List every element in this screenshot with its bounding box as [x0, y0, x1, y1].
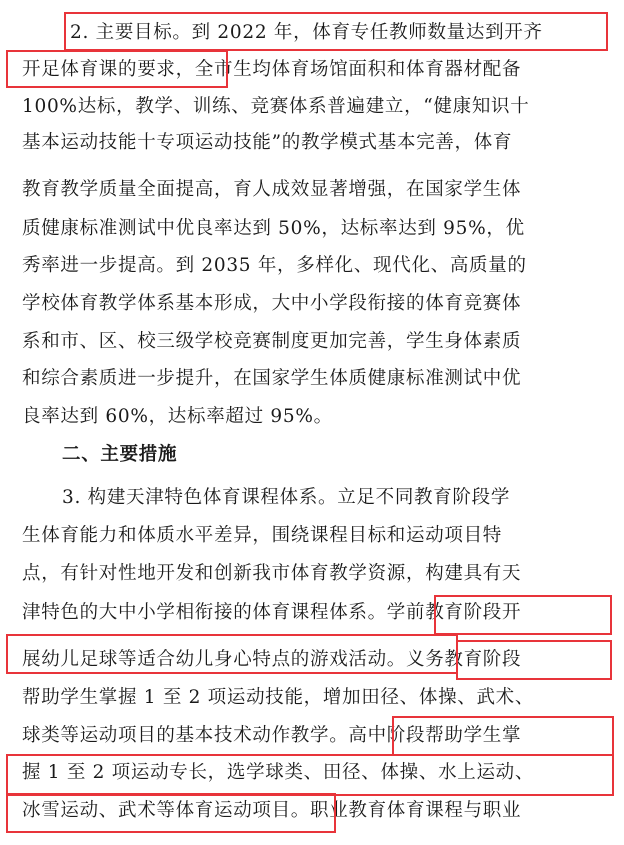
body-text-line: 点，有针对性地开发和创新我市体育教学资源，构建具有天	[22, 563, 522, 584]
body-text-line: 展幼儿足球等适合幼儿身心特点的游戏活动。义务教育阶段	[22, 649, 522, 670]
body-text-line: 冰雪运动、武术等体育运动项目。职业教育体育课程与职业	[22, 800, 522, 821]
body-text-line: 开足体育课的要求，全市生均体育场馆面积和体育器材配备	[22, 59, 522, 80]
body-text-line: 3. 构建天津特色体育课程体系。立足不同教育阶段学	[62, 487, 511, 508]
body-text-line: 良率达到 60%，达标率超过 95%。	[22, 406, 333, 427]
body-text-line: 系和市、区、校三级学校竞赛制度更加完善，学生身体素质	[22, 331, 522, 352]
body-text-line: 和综合素质进一步提升，在国家学生体质健康标准测试中优	[22, 368, 522, 389]
body-text-line: 津特色的大中小学相衔接的体育课程体系。学前教育阶段开	[22, 602, 522, 623]
body-text-line: 帮助学生掌握 1 至 2 项运动技能，增加田径、体操、武术、	[22, 687, 535, 708]
body-text-line: 球类等运动项目的基本技术动作教学。高中阶段帮助学生掌	[22, 725, 522, 746]
body-text-line: 基本运动技能十专项运动技能”的教学模式基本完善，体育	[22, 132, 513, 153]
body-text-line: 秀率进一步提高。到 2035 年，多样化、现代化、高质量的	[22, 255, 527, 276]
body-text-line: 生体育能力和体质水平差异，围绕课程目标和运动项目特	[22, 525, 503, 546]
body-text-line: 学校体育教学体系基本形成，大中小学段衔接的体育竞赛体	[22, 293, 522, 314]
body-text-line: 质健康标准测试中优良率达到 50%，达标率达到 95%，优	[22, 218, 525, 239]
section-heading: 二、主要措施	[62, 444, 178, 465]
body-text-line: 2. 主要目标。到 2022 年，体育专任教师数量达到开齐	[70, 22, 543, 43]
body-text-line: 教育教学质量全面提高，育人成效显著增强，在国家学生体	[22, 179, 522, 200]
body-text-line: 100%达标，教学、训练、竞赛体系普遍建立，“健康知识十	[22, 96, 530, 117]
body-text-line: 握 1 至 2 项运动专长，选学球类、田径、体操、水上运动、	[22, 762, 535, 783]
